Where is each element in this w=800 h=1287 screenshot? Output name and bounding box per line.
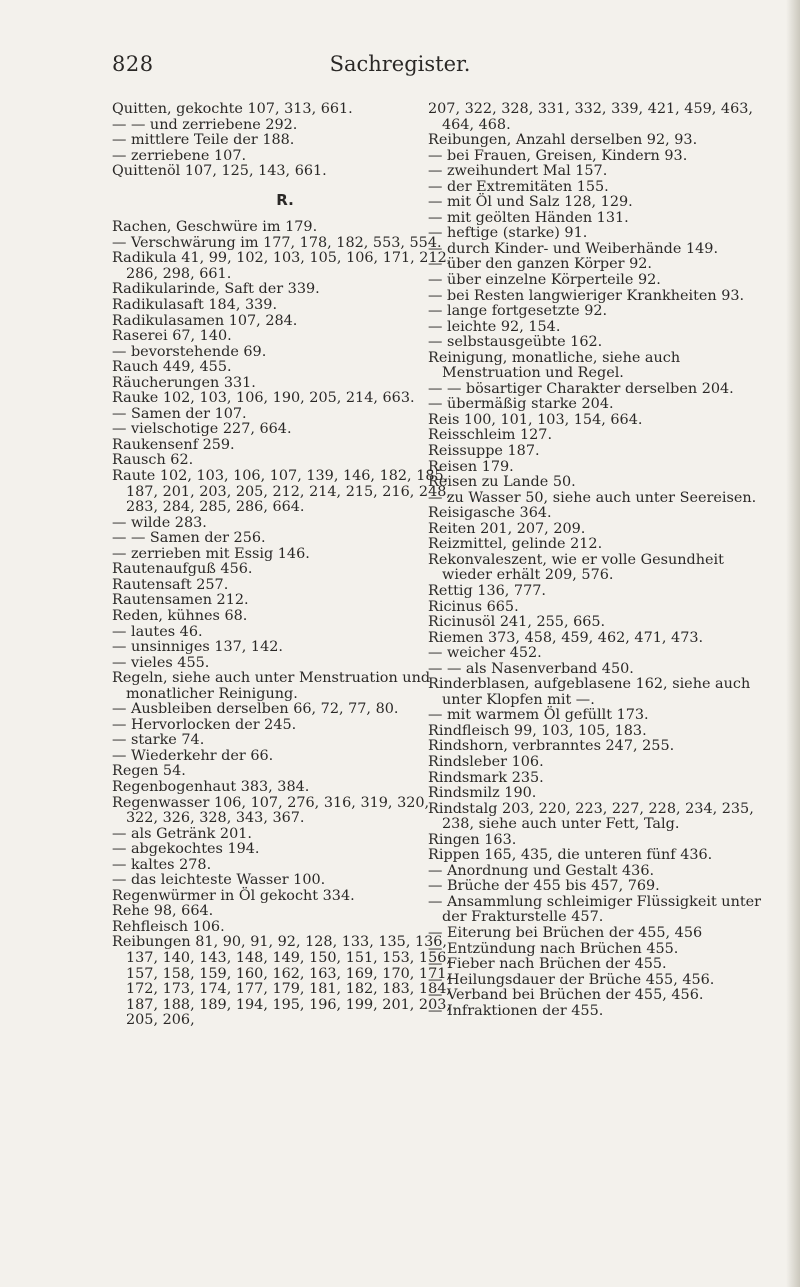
index-entry: — Entzündung nach Brüchen 455. xyxy=(428,940,679,957)
index-entry: — Brüche der 455 bis 457, 769. xyxy=(428,878,660,895)
index-entry: — Ausbleiben derselben 66, 72, 77, 80. xyxy=(112,701,399,718)
index-entry: Radikularinde, Saft der 339. xyxy=(112,281,320,298)
index-entry: — der Extremitäten 155. xyxy=(428,178,609,195)
page-number: 828 xyxy=(112,52,154,76)
index-entry: 207, 322, 328, 331, 332, 339, 421, 459, 463, 464, 468. xyxy=(428,101,753,133)
index-entry: Ringen 163. xyxy=(428,831,517,848)
index-entry: — bevorstehende 69. xyxy=(112,343,267,360)
index-entry: Räucherungen 331. xyxy=(112,374,256,391)
index-entry: — als Getränk 201. xyxy=(112,825,252,842)
index-entry: — — Samen der 256. xyxy=(112,530,266,547)
index-entry: Radikulasamen 107, 284. xyxy=(112,312,298,329)
index-entry: Reisen 179. xyxy=(428,458,514,475)
index-entry: — Hervorlocken der 245. xyxy=(112,716,297,733)
index-entry: — bei Resten langwieriger Krankheiten 93. xyxy=(428,287,745,304)
index-entry: Reissuppe 187. xyxy=(428,443,540,460)
index-entry: Rautensamen 212. xyxy=(112,592,249,609)
index-entry: — mittlere Teile der 188. xyxy=(112,132,295,149)
index-entry: Reibungen, Anzahl derselben 92, 93. xyxy=(428,132,698,149)
index-entry: Reinigung, monatliche, siehe auch Menstruation und Regel. xyxy=(428,349,681,382)
index-entry: Reibungen 81, 90, 91, 92, 128, 133, 135, 136, 137, 140, 143, 148, 149, 150, 151, 153, 156, 157, 158, 159, 160, 162, 163, 169, 170, 171, 172, 173, 174, 177, 179, 181, 182, 183, 184, 187, 188, 189, 194, 195, 196, 199, 201, 203, 205, 206, xyxy=(112,934,451,1029)
index-entry: Quitten, gekochte 107, 313, 661. xyxy=(112,101,353,117)
index-entry: — unsinniges 137, 142. xyxy=(112,639,283,656)
index-entry: Rettig 136, 777. xyxy=(428,582,546,599)
index-entry: — zweihundert Mal 157. xyxy=(428,163,608,180)
index-entry: — übermäßig starke 204. xyxy=(428,396,614,413)
index-entry: — Verschwärung im 177, 178, 182, 553, 554. xyxy=(112,234,442,251)
index-entry: Reiten 201, 207, 209. xyxy=(428,520,586,537)
index-column-left xyxy=(112,102,458,1029)
index-entry: — mit Öl und Salz 128, 129. xyxy=(428,194,633,211)
index-entry: Quittenöl 107, 125, 143, 661. xyxy=(112,163,327,180)
index-entry: Rauch 449, 455. xyxy=(112,359,232,376)
index-entry: — über einzelne Körperteile 92. xyxy=(428,272,661,289)
index-entry: — — bösartiger Charakter derselben 204. xyxy=(428,380,734,397)
index-entry: Radikulasaft 184, 339. xyxy=(112,297,278,314)
index-entry: Rautensaft 257. xyxy=(112,576,229,593)
index-entry: — Ansammlung schleimiger Flüssigkeit unter der Frakturstelle 457. xyxy=(428,893,762,926)
index-entry: — durch Kinder- und Weiberhände 149. xyxy=(428,240,719,257)
index-entry: Reisen zu Lande 50. xyxy=(428,474,576,491)
index-entry: Regen 54. xyxy=(112,763,186,780)
index-entry: Rippen 165, 435, die unteren fünf 436. xyxy=(428,847,713,864)
index-entry: — lange fortgesetzte 92. xyxy=(428,303,608,320)
index-entry: Rachen, Geschwüre im 179. xyxy=(112,219,318,236)
index-entry: — bei Frauen, Greisen, Kindern 93. xyxy=(428,147,688,164)
index-entry: Rauke 102, 103, 106, 190, 205, 214, 663. xyxy=(112,390,415,407)
index-column-right xyxy=(428,102,774,1019)
index-entry: — zerriebene 107. xyxy=(112,147,247,164)
index-entry: — über den ganzen Körper 92. xyxy=(428,256,652,273)
index-entry: — — als Nasenverband 450. xyxy=(428,660,634,677)
index-entry: Ricinus 665. xyxy=(428,598,519,615)
index-entry: Raserei 67, 140. xyxy=(112,328,232,345)
index-entry: — Eiterung bei Brüchen der 455, 456 xyxy=(428,924,703,941)
index-entry: — lautes 46. xyxy=(112,623,203,640)
index-entry: — vielschotige 227, 664. xyxy=(112,421,292,438)
index-entry: — kaltes 278. xyxy=(112,856,212,873)
section-letter-heading: R. xyxy=(276,190,294,209)
index-entry: Rehe 98, 664. xyxy=(112,903,214,920)
page-edge-shadow xyxy=(786,0,800,1287)
index-entry: — Heilungsdauer der Brüche 455, 456. xyxy=(428,971,715,988)
index-entry: Rekonvaleszent, wie er volle Gesundheit wieder erhält 209, 576. xyxy=(428,551,724,584)
index-entry: — starke 74. xyxy=(112,732,205,749)
index-entry: Reisigasche 364. xyxy=(428,505,552,522)
index-entry: — mit geölten Händen 131. xyxy=(428,209,629,226)
index-entry: Rausch 62. xyxy=(112,452,194,469)
index-entry: Rindsleber 106. xyxy=(428,753,544,770)
index-entry: — selbstausgeübte 162. xyxy=(428,334,603,351)
index-entry: — weicher 452. xyxy=(428,645,542,662)
index-entry: Rindfleisch 99, 103, 105, 183. xyxy=(428,722,647,739)
index-entry: — leichte 92, 154. xyxy=(428,318,561,335)
index-entry: Raukensenf 259. xyxy=(112,436,235,453)
index-entry: Radikula 41, 99, 102, 103, 105, 106, 171, 212, 286, 298, 661. xyxy=(112,250,452,282)
index-entry: Rindstalg 203, 220, 223, 227, 228, 234, 235, 238, siehe auch unter Fett, Talg. xyxy=(428,800,754,833)
index-entry: Regenbogenhaut 383, 384. xyxy=(112,778,310,795)
index-entry: — Anordnung und Gestalt 436. xyxy=(428,862,655,879)
index-entry: Riemen 373, 458, 459, 462, 471, 473. xyxy=(428,629,704,646)
index-entry: — mit warmem Öl gefüllt 173. xyxy=(428,707,649,724)
index-entry: Regenwasser 106, 107, 276, 316, 319, 320, 322, 326, 328, 343, 367. xyxy=(112,794,430,827)
index-entry: Rehfleisch 106. xyxy=(112,918,225,935)
index-entry: — wilde 283. xyxy=(112,514,207,531)
index-entry: — Verband bei Brüchen der 455, 456. xyxy=(428,987,704,1004)
index-entry: — Infraktionen der 455. xyxy=(428,1002,604,1019)
index-entry: — zu Wasser 50, siehe auch unter Seereisen. xyxy=(428,489,757,506)
index-entry: Ricinusöl 241, 255, 665. xyxy=(428,614,606,631)
index-entry: Raute 102, 103, 106, 107, 139, 146, 182, 185, 187, 201, 203, 205, 212, 214, 215, 216, 248, 283, 284, 285, 286, 664. xyxy=(112,468,451,516)
running-head-title: Sachregister. xyxy=(329,52,471,76)
index-entry: — das leichteste Wasser 100. xyxy=(112,872,326,889)
index-entry: — abgekochtes 194. xyxy=(112,841,260,858)
index-entry: Rindsmark 235. xyxy=(428,769,544,786)
index-entry: — — und zerriebene 292. xyxy=(112,116,298,133)
index-entry: Regeln, siehe auch unter Menstruation und monatlicher Reinigung. xyxy=(112,670,431,702)
index-entry: — heftige (starke) 91. xyxy=(428,225,588,242)
index-entry: Regenwürmer in Öl gekocht 334. xyxy=(112,887,355,904)
index-entry: Reisschleim 127. xyxy=(428,427,553,444)
index-entry: — vieles 455. xyxy=(112,654,210,671)
index-entry: — Wiederkehr der 66. xyxy=(112,747,274,764)
index-entry: Reden, kühnes 68. xyxy=(112,607,248,624)
index-entry: — zerrieben mit Essig 146. xyxy=(112,545,310,562)
index-entry: Rautenaufguß 456. xyxy=(112,561,253,578)
index-entry: Reizmittel, gelinde 212. xyxy=(428,536,603,553)
index-entry: Rinderblasen, aufgeblasene 162, siehe auch unter Klopfen mit —. xyxy=(428,676,751,708)
index-entry: Rindshorn, verbranntes 247, 255. xyxy=(428,738,675,755)
index-entry: — Samen der 107. xyxy=(112,405,247,422)
index-entry: Reis 100, 101, 103, 154, 664. xyxy=(428,411,643,428)
index-entry: Rindsmilz 190. xyxy=(428,785,537,802)
index-entry: — Fieber nach Brüchen der 455. xyxy=(428,956,667,973)
